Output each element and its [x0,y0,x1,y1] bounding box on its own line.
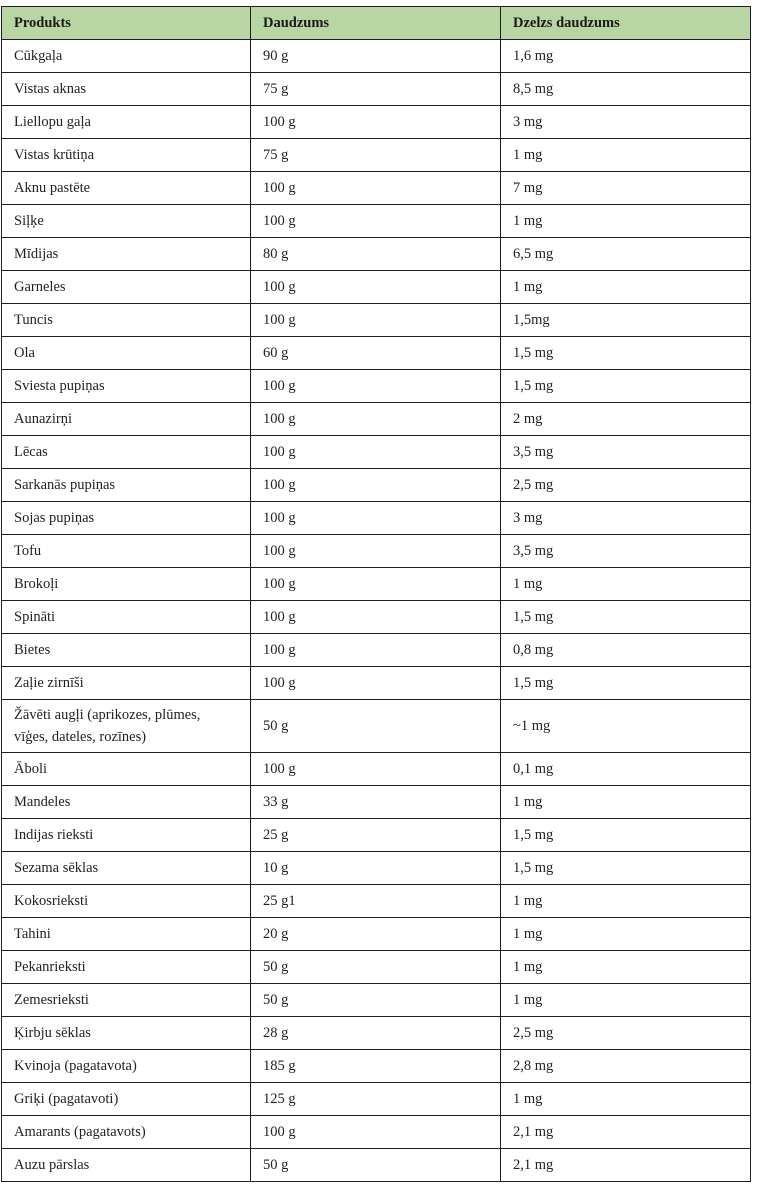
table-header [2,7,751,40]
cell-amount: 100 g [251,436,501,469]
cell-amount: 100 g [251,205,501,238]
cell-product: Zaļie zirnīši [2,667,251,700]
cell-product: Spināti [2,601,251,634]
cell-amount: 125 g [251,1083,501,1116]
cell-product: Mandeles [2,786,251,819]
table-row [2,885,751,918]
cell-amount: 10 g [251,852,501,885]
cell-product: Tahini [2,918,251,951]
cell-iron: 1 mg [501,984,751,1017]
table-row [2,436,751,469]
cell-amount: 100 g [251,106,501,139]
cell-product: Amarants (pagatavots) [2,1116,251,1149]
cell-amount: 100 g [251,469,501,502]
table-row [2,601,751,634]
table-row [2,568,751,601]
table-row [2,819,751,852]
cell-amount: 28 g [251,1017,501,1050]
cell-amount: 75 g [251,139,501,172]
cell-product: Mīdijas [2,238,251,271]
cell-iron: ~1 mg [501,700,751,753]
table-row [2,271,751,304]
cell-product: Vistas krūtiņa [2,139,251,172]
table-row [2,1116,751,1149]
cell-iron: 1 mg [501,205,751,238]
cell-product: Griķi (pagatavoti) [2,1083,251,1116]
table-row [2,337,751,370]
cell-amount: 25 g [251,819,501,852]
cell-amount: 20 g [251,918,501,951]
cell-product: Aunazirņi [2,403,251,436]
cell-iron: 3 mg [501,502,751,535]
cell-product: Siļķe [2,205,251,238]
cell-product: Ola [2,337,251,370]
table-row [2,106,751,139]
table-row [2,918,751,951]
cell-amount: 100 g [251,403,501,436]
table-row [2,403,751,436]
cell-amount: 185 g [251,1050,501,1083]
cell-amount: 50 g [251,951,501,984]
table-row [2,502,751,535]
cell-product: Liellopu gaļa [2,106,251,139]
cell-product: Sarkanās pupiņas [2,469,251,502]
table-row [2,40,751,73]
cell-iron: 1,5 mg [501,601,751,634]
cell-amount: 90 g [251,40,501,73]
cell-iron: 1,5 mg [501,852,751,885]
cell-iron: 7 mg [501,172,751,205]
cell-iron: 1,5 mg [501,667,751,700]
header-iron-amount: Dzelzs daudzums [501,7,751,40]
table-body [2,40,751,1182]
cell-product: Garneles [2,271,251,304]
table-row [2,852,751,885]
cell-amount: 100 g [251,753,501,786]
cell-amount: 100 g [251,535,501,568]
cell-product: Kokosrieksti [2,885,251,918]
cell-amount: 100 g [251,667,501,700]
cell-product: Zemesrieksti [2,984,251,1017]
cell-amount: 100 g [251,1116,501,1149]
table-row [2,238,751,271]
cell-amount: 100 g [251,304,501,337]
cell-iron: 0,8 mg [501,634,751,667]
cell-iron: 1 mg [501,786,751,819]
cell-amount: 80 g [251,238,501,271]
table-row [2,172,751,205]
cell-product: Žāvēti augļi (aprikozes, plūmes, vīģes, dateles, rozīnes) [2,700,251,753]
cell-iron: 1 mg [501,139,751,172]
cell-iron: 1,5mg [501,304,751,337]
cell-amount: 100 g [251,271,501,304]
cell-iron: 2,5 mg [501,1017,751,1050]
cell-amount: 100 g [251,601,501,634]
table-row [2,535,751,568]
cell-product: Tofu [2,535,251,568]
cell-product: Cūkgaļa [2,40,251,73]
cell-iron: 1,6 mg [501,40,751,73]
cell-iron: 2 mg [501,403,751,436]
cell-iron: 2,1 mg [501,1116,751,1149]
cell-amount: 25 g1 [251,885,501,918]
cell-amount: 50 g [251,1149,501,1182]
cell-amount: 50 g [251,700,501,753]
cell-amount: 100 g [251,172,501,205]
header-row [2,7,751,40]
table-row [2,984,751,1017]
cell-product: Āboli [2,753,251,786]
table-row [2,753,751,786]
cell-amount: 100 g [251,634,501,667]
table-row [2,1149,751,1182]
cell-iron: 1 mg [501,568,751,601]
cell-iron: 1,5 mg [501,819,751,852]
table-row [2,73,751,106]
cell-iron: 2,8 mg [501,1050,751,1083]
cell-iron: 2,5 mg [501,469,751,502]
cell-product: Aknu pastēte [2,172,251,205]
cell-amount: 60 g [251,337,501,370]
cell-product: Vistas aknas [2,73,251,106]
cell-iron: 1 mg [501,885,751,918]
table-row [2,1050,751,1083]
table-row [2,469,751,502]
cell-iron: 1,5 mg [501,337,751,370]
cell-amount: 100 g [251,502,501,535]
cell-iron: 1 mg [501,918,751,951]
cell-iron: 3,5 mg [501,535,751,568]
cell-iron: 2,1 mg [501,1149,751,1182]
cell-product: Indijas rieksti [2,819,251,852]
iron-content-table [1,6,751,1182]
header-amount: Daudzums [251,7,501,40]
cell-iron: 0,1 mg [501,753,751,786]
cell-iron: 1 mg [501,951,751,984]
cell-iron: 3 mg [501,106,751,139]
table-row [2,370,751,403]
cell-product: Sojas pupiņas [2,502,251,535]
cell-iron: 1 mg [501,271,751,304]
table-row [2,667,751,700]
cell-product: Ķirbju sēklas [2,1017,251,1050]
cell-product: Tuncis [2,304,251,337]
cell-amount: 33 g [251,786,501,819]
cell-amount: 75 g [251,73,501,106]
cell-iron: 1 mg [501,1083,751,1116]
cell-product: Bietes [2,634,251,667]
cell-iron: 3,5 mg [501,436,751,469]
cell-product: Sezama sēklas [2,852,251,885]
cell-iron: 1,5 mg [501,370,751,403]
cell-product: Pekanrieksti [2,951,251,984]
cell-product: Brokoļi [2,568,251,601]
table-row [2,1017,751,1050]
cell-product: Sviesta pupiņas [2,370,251,403]
table-row [2,634,751,667]
table-row [2,951,751,984]
cell-product: Auzu pārslas [2,1149,251,1182]
table-row [2,205,751,238]
cell-iron: 8,5 mg [501,73,751,106]
cell-product: Lēcas [2,436,251,469]
header-product: Produkts [2,7,251,40]
cell-amount: 50 g [251,984,501,1017]
table-row [2,786,751,819]
table-row [2,700,751,753]
table-row [2,139,751,172]
cell-iron: 6,5 mg [501,238,751,271]
table-row [2,1083,751,1116]
cell-product: Kvinoja (pagatavota) [2,1050,251,1083]
table-row [2,304,751,337]
cell-amount: 100 g [251,568,501,601]
cell-amount: 100 g [251,370,501,403]
